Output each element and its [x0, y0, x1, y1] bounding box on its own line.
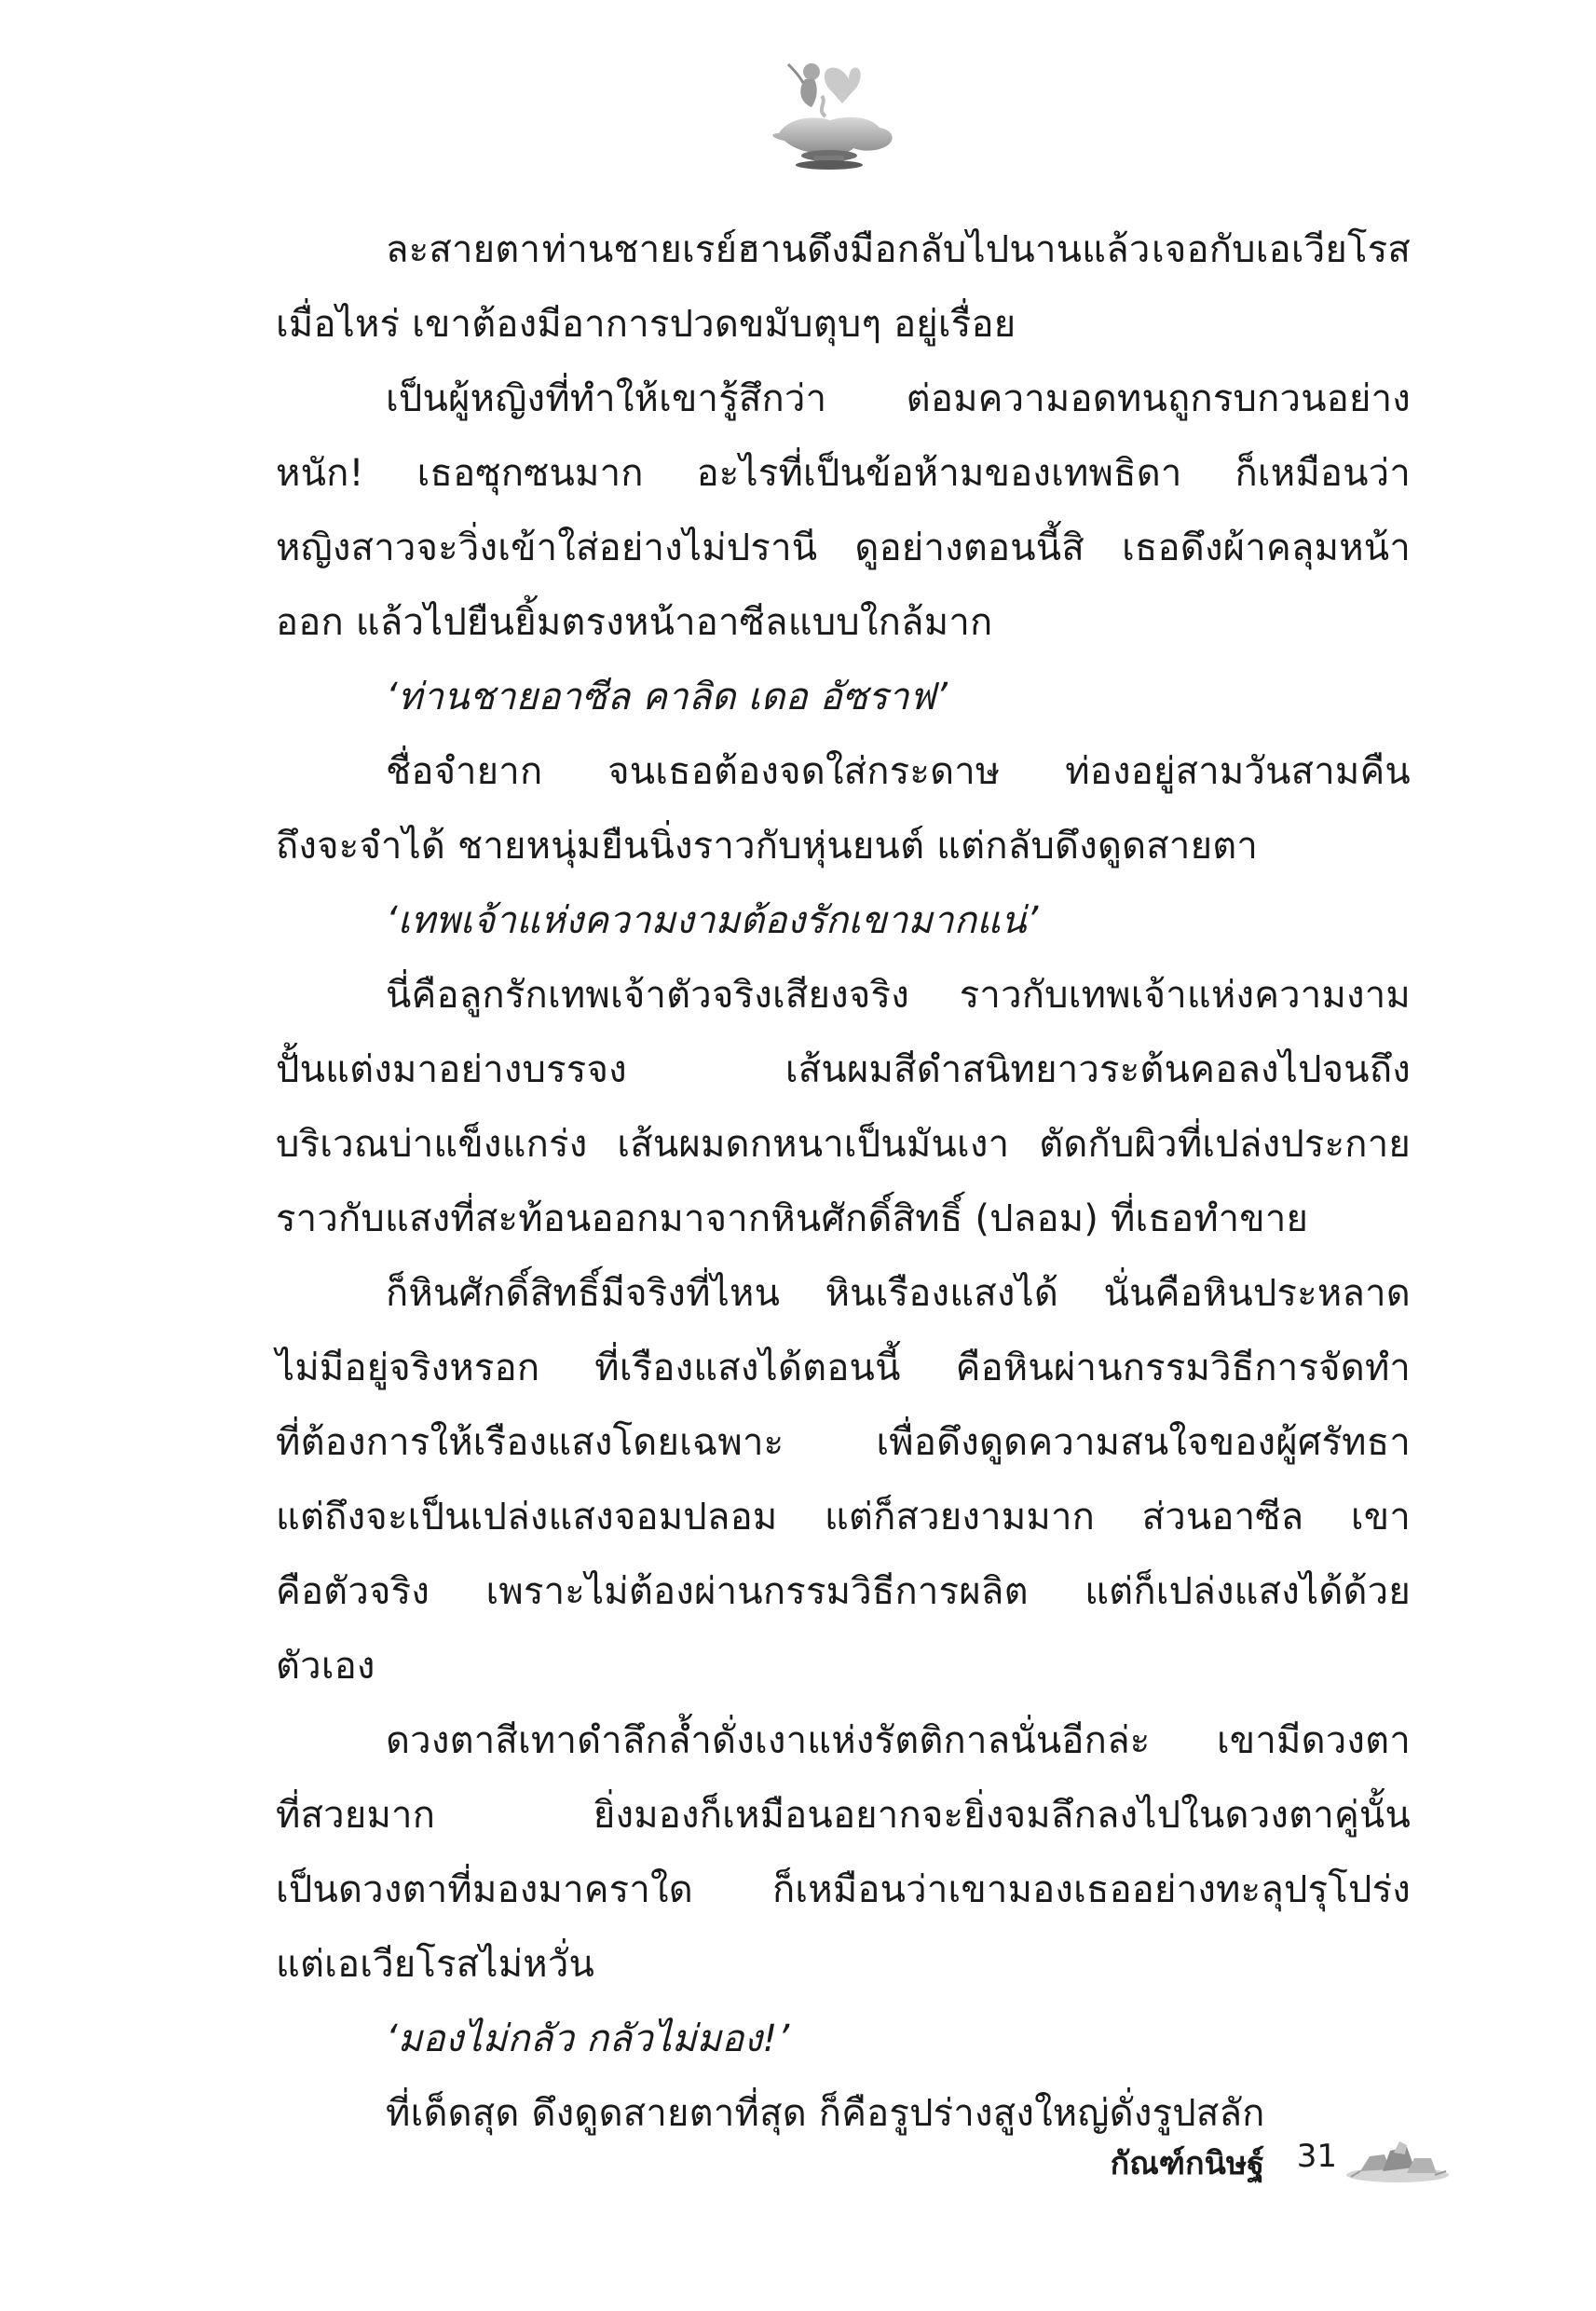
line-text: หนัก! เธอซุกซนมาก อะไรที่เป็นข้อห้ามของเทพธิดา ก็เหมือนว่า — [276, 452, 1411, 495]
text-line — [276, 1256, 1411, 1331]
quote-line — [276, 660, 1411, 734]
text-line — [276, 734, 1411, 809]
line-text: ราวกับแสงที่สะท้อนออกมาจากหินศักดิ์สิทธิ์ (ปลอม) ที่เธอทำขาย — [276, 1197, 1309, 1240]
text-line — [276, 1927, 1411, 2002]
text-line — [276, 1107, 1411, 1182]
line-text: แต่ถึงจะเป็นเปล่งแสงจอมปลอม แต่ก็สวยงามมาก ส่วนอาซีล เขา — [276, 1496, 1411, 1538]
line-text: แต่เอเวียโรสไม่หวั่น — [276, 1943, 595, 1986]
line-text: ‘ท่านชายอาซีล คาลิด เดอ อัซราฟ’ — [386, 676, 948, 718]
body-text — [276, 212, 1411, 2151]
text-line — [276, 1554, 1411, 1629]
quote-line — [276, 883, 1411, 958]
line-text: ถึงจะจำได้ ชายหนุ่มยืนนิ่งราวกับหุ่นยนต์ แต่กลับดึงดูดสายตา — [276, 825, 1259, 868]
text-line — [276, 287, 1411, 362]
line-text: บริเวณบ่าแข็งแกร่ง เส้นผมดกหนาเป็นมันเงา ตัดกับผิวที่เปล่งประกาย — [276, 1123, 1411, 1166]
line-text: เป็นผู้หญิงที่ทำให้เขารู้สึกว่า ต่อมความอดทนถูกรบกวนอย่าง — [386, 377, 1411, 420]
line-text: ไม่มีอยู่จริงหรอก ที่เรืองแสงได้ตอนนี้ คือหินผ่านกรรมวิธีการจัดทำ — [276, 1347, 1411, 1389]
line-text: ‘มองไม่กลัว กลัวไม่มอง!’ — [386, 2017, 790, 2060]
book-title: กัณฑ์กนิษฐ์ — [1110, 2145, 1264, 2182]
line-text: ที่ต้องการให้เรืองแสงโดยเฉพาะ เพื่อดึงดูดความสนใจของผู้ศรัทธา — [276, 1421, 1411, 1464]
text-line — [276, 511, 1411, 585]
line-text: เป็นดวงตาที่มองมาคราใด ก็เหมือนว่าเขามองเธออย่างทะลุปรุโปร่ง — [276, 1868, 1411, 1911]
line-text: เมื่อไหร่ เขาต้องมีอาการปวดขมับตุบๆ อยู่เรื่อย — [276, 303, 1016, 346]
text-line — [276, 1778, 1411, 1853]
line-text: ที่สวยมาก ยิ่งมองก็เหมือนอยากจะยิ่งจมลึกลงไปในดวงตาคู่นั้น — [276, 1794, 1411, 1837]
stones-pile-icon — [1342, 2134, 1453, 2190]
text-line — [276, 1853, 1411, 1927]
line-text: ตัวเอง — [276, 1645, 375, 1688]
text-line — [276, 1480, 1411, 1554]
text-line — [276, 1629, 1411, 1703]
line-text: ที่เด็ดสุด ดึงดูดสายตาที่สุด ก็คือรูปร่างสูงใหญ่ดั่งรูปสลัก — [386, 2092, 1265, 2135]
text-line — [276, 585, 1411, 660]
line-text: ก็หินศักดิ์สิทธิ์มีจริงที่ไหน หินเรืองแสงได้ นั่นคือหินประหลาด — [386, 1272, 1411, 1315]
line-text: ดวงตาสีเทาดำลึกล้ำดั่งเงาแห่งรัตติกาลนั่นอีกล่ะ เขามีดวงตา — [386, 1719, 1411, 1762]
line-text: ชื่อจำยาก จนเธอต้องจดใส่กระดาษ ท่องอยู่สามวันสามคืน — [386, 750, 1411, 793]
genie-lamp-with-cupid-icon — [760, 51, 900, 172]
page-footer — [0, 2134, 1596, 2208]
line-text: ละสายตา ท่านชายเรย์ฮานดึงมือกลับไปนานแล้ว เจอกับเอเวียโรส — [386, 228, 1411, 271]
text-line — [276, 1182, 1411, 1256]
text-line — [276, 1703, 1411, 1778]
page-number: 31 — [1296, 2138, 1337, 2175]
text-line — [276, 958, 1411, 1032]
text-line — [276, 1405, 1411, 1480]
text-line — [276, 1032, 1411, 1107]
text-line — [276, 212, 1411, 287]
text-line — [276, 809, 1411, 883]
line-text: คือตัวจริง เพราะไม่ต้องผ่านกรรมวิธีการผลิต แต่ก็เปล่งแสงได้ด้วย — [276, 1570, 1411, 1613]
quote-line — [276, 2002, 1411, 2076]
line-text: ปั้นแต่งมาอย่างบรรจง เส้นผมสีดำสนิทยาวระต้นคอลงไปจนถึง — [276, 1048, 1411, 1091]
text-line — [276, 1331, 1411, 1405]
line-text: ออก แล้วไปยืนยิ้มตรงหน้าอาซีลแบบใกล้มาก — [276, 601, 993, 644]
text-line — [276, 436, 1411, 511]
line-text: นี่คือลูกรักเทพเจ้าตัวจริงเสียงจริง ราวกับเทพเจ้าแห่งความงาม — [386, 974, 1411, 1017]
line-text: ‘เทพเจ้าแห่งความงามต้องรักเขามากแน่’ — [386, 899, 1039, 942]
text-line — [276, 362, 1411, 436]
line-text: หญิงสาวจะวิ่งเข้าใส่อย่างไม่ปรานี ดูอย่างตอนนี้สิ เธอดึงผ้าคลุมหน้า — [276, 526, 1411, 569]
